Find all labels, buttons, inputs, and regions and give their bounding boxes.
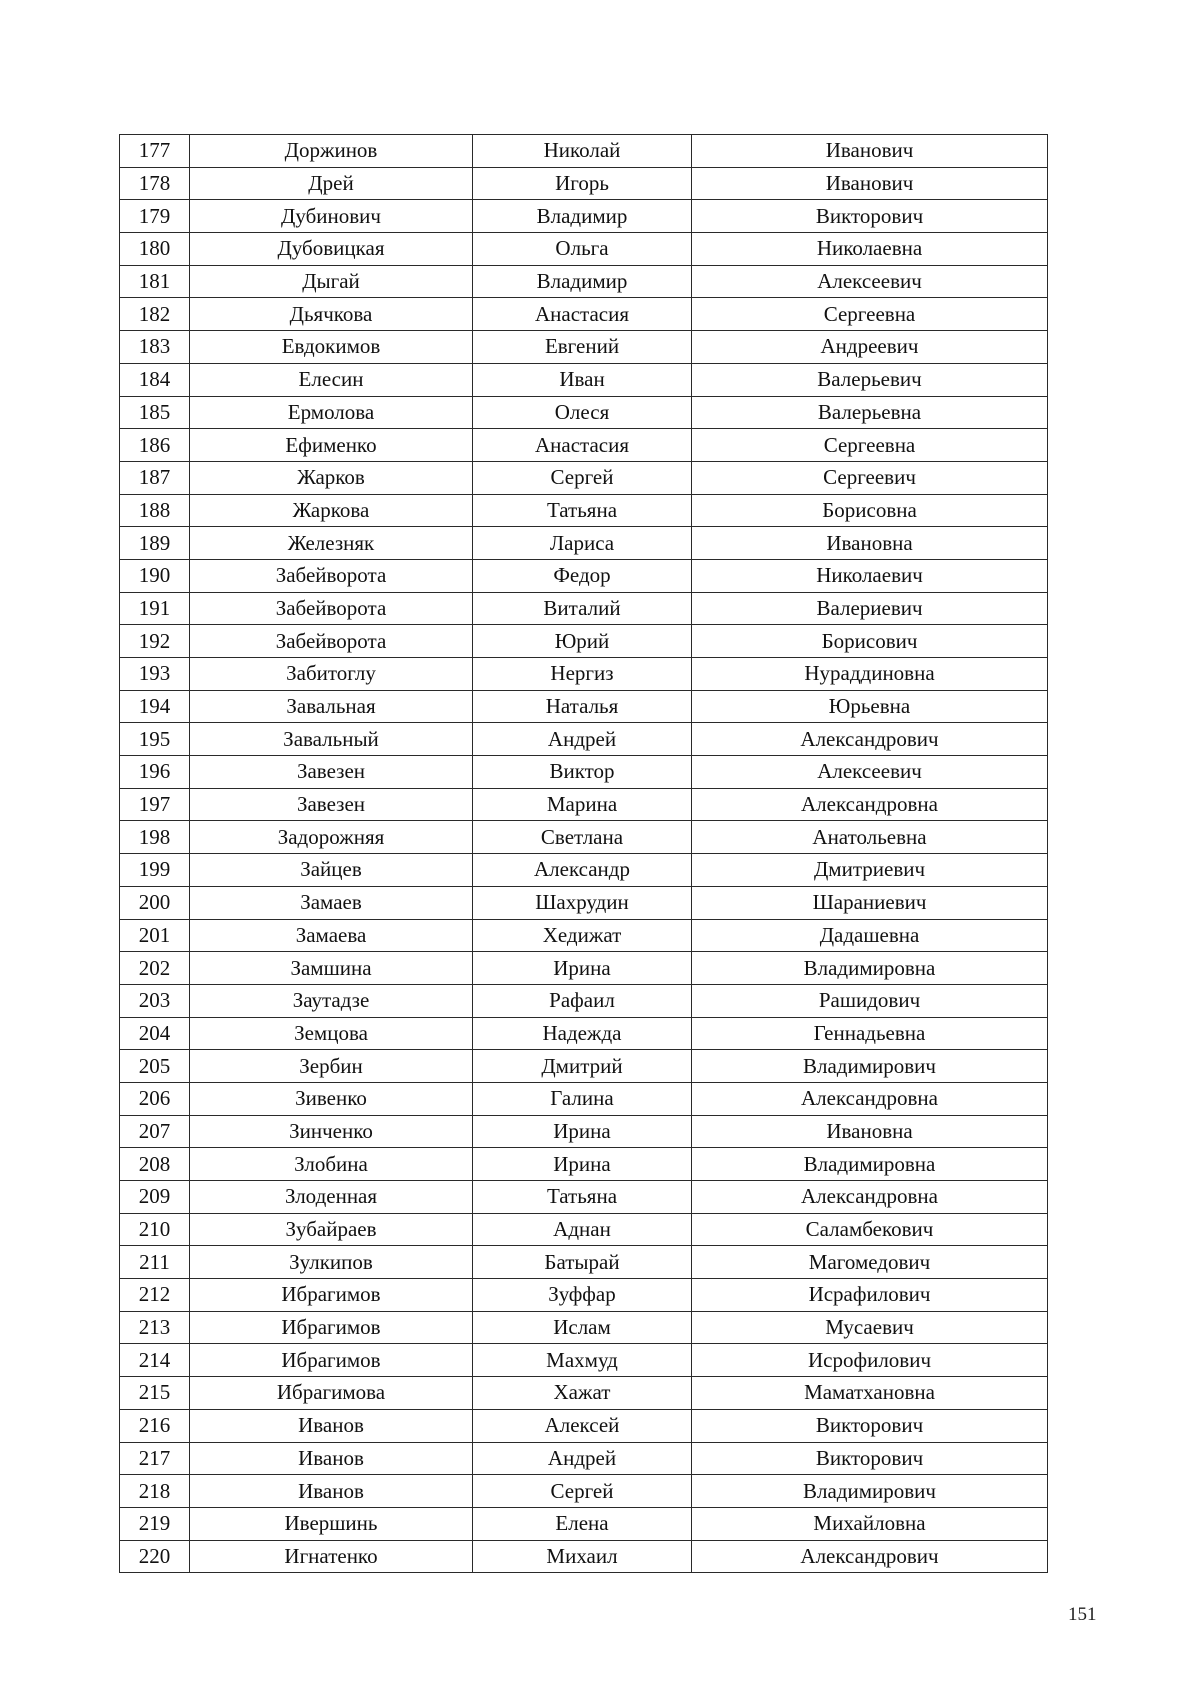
surname-cell: Зивенко: [190, 1082, 473, 1115]
patronymic-cell: Ивановна: [692, 1115, 1048, 1148]
first-name-cell: Татьяна: [473, 1181, 692, 1214]
surname-cell: Забейворота: [190, 559, 473, 592]
patronymic-cell: Иванович: [692, 135, 1048, 168]
row-number: 214: [120, 1344, 190, 1377]
patronymic-cell: Викторович: [692, 1409, 1048, 1442]
first-name-cell: Галина: [473, 1082, 692, 1115]
first-name-cell: Аднан: [473, 1213, 692, 1246]
surname-cell: Жаркова: [190, 494, 473, 527]
row-number: 191: [120, 592, 190, 625]
first-name-cell: Ислам: [473, 1311, 692, 1344]
patronymic-cell: Мусаевич: [692, 1311, 1048, 1344]
first-name-cell: Андрей: [473, 723, 692, 756]
patronymic-cell: Николаевна: [692, 233, 1048, 266]
row-number: 203: [120, 984, 190, 1017]
first-name-cell: Юрий: [473, 625, 692, 658]
surname-cell: Железняк: [190, 527, 473, 560]
row-number: 213: [120, 1311, 190, 1344]
surname-cell: Ибрагимов: [190, 1311, 473, 1344]
table-row: [120, 1017, 1048, 1050]
first-name-cell: Олеся: [473, 396, 692, 429]
row-number: 199: [120, 854, 190, 887]
first-name-cell: Сергей: [473, 461, 692, 494]
table-row: [120, 592, 1048, 625]
first-name-cell: Нергиз: [473, 658, 692, 691]
surname-cell: Иванов: [190, 1475, 473, 1508]
patronymic-cell: Михайловна: [692, 1507, 1048, 1540]
first-name-cell: Виталий: [473, 592, 692, 625]
first-name-cell: Батырай: [473, 1246, 692, 1279]
first-name-cell: Лариса: [473, 527, 692, 560]
patronymic-cell: Валерьевич: [692, 363, 1048, 396]
patronymic-cell: Александровна: [692, 1082, 1048, 1115]
row-number: 204: [120, 1017, 190, 1050]
surname-cell: Завезен: [190, 788, 473, 821]
first-name-cell: Зуффар: [473, 1279, 692, 1312]
row-number: 187: [120, 461, 190, 494]
patronymic-cell: Владимировна: [692, 952, 1048, 985]
table-row: [120, 1442, 1048, 1475]
first-name-cell: Ирина: [473, 1115, 692, 1148]
table-row: [120, 1213, 1048, 1246]
first-name-cell: Шахрудин: [473, 886, 692, 919]
row-number: 210: [120, 1213, 190, 1246]
first-name-cell: Иван: [473, 363, 692, 396]
surname-cell: Ивершинь: [190, 1507, 473, 1540]
first-name-cell: Владимир: [473, 265, 692, 298]
surname-cell: Завезен: [190, 756, 473, 789]
first-name-cell: Виктор: [473, 756, 692, 789]
patronymic-cell: Анатольевна: [692, 821, 1048, 854]
first-name-cell: Ирина: [473, 952, 692, 985]
page-number: 151: [1068, 1604, 1097, 1625]
table-row: [120, 625, 1048, 658]
patronymic-cell: Сергеевна: [692, 298, 1048, 331]
patronymic-cell: Ивановна: [692, 527, 1048, 560]
table-row: [120, 298, 1048, 331]
surname-cell: Замаев: [190, 886, 473, 919]
first-name-cell: Алексей: [473, 1409, 692, 1442]
surname-cell: Зинченко: [190, 1115, 473, 1148]
first-name-cell: Евгений: [473, 331, 692, 364]
patronymic-cell: Магомедович: [692, 1246, 1048, 1279]
table-row: [120, 363, 1048, 396]
first-name-cell: Ольга: [473, 233, 692, 266]
patronymic-cell: Владимирович: [692, 1475, 1048, 1508]
surname-cell: Иванов: [190, 1442, 473, 1475]
patronymic-cell: Валериевич: [692, 592, 1048, 625]
row-number: 208: [120, 1148, 190, 1181]
first-name-cell: Рафаил: [473, 984, 692, 1017]
table-row: [120, 1082, 1048, 1115]
table-row: [120, 788, 1048, 821]
table-row: [120, 396, 1048, 429]
row-number: 196: [120, 756, 190, 789]
surname-cell: Злоденная: [190, 1181, 473, 1214]
patronymic-cell: Алексеевич: [692, 265, 1048, 298]
name-list-body: [120, 135, 1048, 1573]
patronymic-cell: Исрафилович: [692, 1279, 1048, 1312]
table-row: [120, 200, 1048, 233]
surname-cell: Елесин: [190, 363, 473, 396]
patronymic-cell: Борисович: [692, 625, 1048, 658]
surname-cell: Завальная: [190, 690, 473, 723]
first-name-cell: Андрей: [473, 1442, 692, 1475]
table-row: [120, 1246, 1048, 1279]
row-number: 202: [120, 952, 190, 985]
table-row: [120, 658, 1048, 691]
surname-cell: Земцова: [190, 1017, 473, 1050]
surname-cell: Задорожняя: [190, 821, 473, 854]
row-number: 207: [120, 1115, 190, 1148]
table-row: [120, 886, 1048, 919]
row-number: 212: [120, 1279, 190, 1312]
table-row: [120, 233, 1048, 266]
surname-cell: Замаева: [190, 919, 473, 952]
patronymic-cell: Маматхановна: [692, 1377, 1048, 1410]
first-name-cell: Игорь: [473, 167, 692, 200]
row-number: 198: [120, 821, 190, 854]
row-number: 185: [120, 396, 190, 429]
surname-cell: Дубовицкая: [190, 233, 473, 266]
surname-cell: Зайцев: [190, 854, 473, 887]
first-name-cell: Марина: [473, 788, 692, 821]
surname-cell: Зулкипов: [190, 1246, 473, 1279]
row-number: 184: [120, 363, 190, 396]
first-name-cell: Владимир: [473, 200, 692, 233]
patronymic-cell: Викторович: [692, 200, 1048, 233]
patronymic-cell: Борисовна: [692, 494, 1048, 527]
patronymic-cell: Иванович: [692, 167, 1048, 200]
surname-cell: Ибрагимов: [190, 1279, 473, 1312]
table-row: [120, 1148, 1048, 1181]
patronymic-cell: Владимирович: [692, 1050, 1048, 1083]
table-row: [120, 1050, 1048, 1083]
surname-cell: Забейворота: [190, 625, 473, 658]
patronymic-cell: Сергеевна: [692, 429, 1048, 462]
row-number: 192: [120, 625, 190, 658]
surname-cell: Дубинович: [190, 200, 473, 233]
row-number: 179: [120, 200, 190, 233]
surname-cell: Ефименко: [190, 429, 473, 462]
row-number: 183: [120, 331, 190, 364]
patronymic-cell: Исрофилович: [692, 1344, 1048, 1377]
patronymic-cell: Саламбекович: [692, 1213, 1048, 1246]
row-number: 209: [120, 1181, 190, 1214]
patronymic-cell: Андреевич: [692, 331, 1048, 364]
first-name-cell: Хедижат: [473, 919, 692, 952]
patronymic-cell: Дадашевна: [692, 919, 1048, 952]
table-row: [120, 265, 1048, 298]
row-number: 194: [120, 690, 190, 723]
row-number: 215: [120, 1377, 190, 1410]
row-number: 182: [120, 298, 190, 331]
table-row: [120, 756, 1048, 789]
row-number: 189: [120, 527, 190, 560]
patronymic-cell: Александровна: [692, 788, 1048, 821]
surname-cell: Дрей: [190, 167, 473, 200]
row-number: 216: [120, 1409, 190, 1442]
patronymic-cell: Александровна: [692, 1181, 1048, 1214]
table-row: [120, 690, 1048, 723]
first-name-cell: Николай: [473, 135, 692, 168]
table-row: [120, 331, 1048, 364]
table-row: [120, 1311, 1048, 1344]
row-number: 197: [120, 788, 190, 821]
first-name-cell: Елена: [473, 1507, 692, 1540]
row-number: 206: [120, 1082, 190, 1115]
table-row: [120, 1409, 1048, 1442]
patronymic-cell: Юрьевна: [692, 690, 1048, 723]
first-name-cell: Ирина: [473, 1148, 692, 1181]
table-row: [120, 1115, 1048, 1148]
table-row: [120, 1344, 1048, 1377]
first-name-cell: Надежда: [473, 1017, 692, 1050]
patronymic-cell: Николаевич: [692, 559, 1048, 592]
row-number: 218: [120, 1475, 190, 1508]
table-row: [120, 167, 1048, 200]
surname-cell: Зубайраев: [190, 1213, 473, 1246]
table-row: [120, 821, 1048, 854]
first-name-cell: Анастасия: [473, 429, 692, 462]
table-row: [120, 919, 1048, 952]
row-number: 190: [120, 559, 190, 592]
row-number: 200: [120, 886, 190, 919]
patronymic-cell: Алексеевич: [692, 756, 1048, 789]
patronymic-cell: Александрович: [692, 1540, 1048, 1573]
first-name-cell: Дмитрий: [473, 1050, 692, 1083]
surname-cell: Заутадзе: [190, 984, 473, 1017]
patronymic-cell: Рашидович: [692, 984, 1048, 1017]
patronymic-cell: Нураддиновна: [692, 658, 1048, 691]
table-row: [120, 135, 1048, 168]
surname-cell: Ибрагимова: [190, 1377, 473, 1410]
first-name-cell: Светлана: [473, 821, 692, 854]
patronymic-cell: Александрович: [692, 723, 1048, 756]
surname-cell: Злобина: [190, 1148, 473, 1181]
row-number: 219: [120, 1507, 190, 1540]
name-list-table: [119, 134, 1048, 1573]
row-number: 178: [120, 167, 190, 200]
row-number: 211: [120, 1246, 190, 1279]
patronymic-cell: Дмитриевич: [692, 854, 1048, 887]
surname-cell: Зербин: [190, 1050, 473, 1083]
surname-cell: Иванов: [190, 1409, 473, 1442]
table-row: [120, 494, 1048, 527]
patronymic-cell: Шараниевич: [692, 886, 1048, 919]
first-name-cell: Михаил: [473, 1540, 692, 1573]
surname-cell: Дыгай: [190, 265, 473, 298]
surname-cell: Жарков: [190, 461, 473, 494]
surname-cell: Доржинов: [190, 135, 473, 168]
table-row: [120, 723, 1048, 756]
patronymic-cell: Валерьевна: [692, 396, 1048, 429]
table-row: [120, 1279, 1048, 1312]
table-row: [120, 527, 1048, 560]
row-number: 217: [120, 1442, 190, 1475]
table-row: [120, 1475, 1048, 1508]
patronymic-cell: Геннадьевна: [692, 1017, 1048, 1050]
surname-cell: Ермолова: [190, 396, 473, 429]
surname-cell: Евдокимов: [190, 331, 473, 364]
first-name-cell: Анастасия: [473, 298, 692, 331]
row-number: 181: [120, 265, 190, 298]
surname-cell: Дьячкова: [190, 298, 473, 331]
first-name-cell: Махмуд: [473, 1344, 692, 1377]
surname-cell: Забейворота: [190, 592, 473, 625]
row-number: 177: [120, 135, 190, 168]
table-row: [120, 559, 1048, 592]
first-name-cell: Татьяна: [473, 494, 692, 527]
surname-cell: Замшина: [190, 952, 473, 985]
row-number: 195: [120, 723, 190, 756]
row-number: 205: [120, 1050, 190, 1083]
row-number: 220: [120, 1540, 190, 1573]
row-number: 186: [120, 429, 190, 462]
table-row: [120, 1540, 1048, 1573]
patronymic-cell: Сергеевич: [692, 461, 1048, 494]
surname-cell: Ибрагимов: [190, 1344, 473, 1377]
patronymic-cell: Владимировна: [692, 1148, 1048, 1181]
surname-cell: Завальный: [190, 723, 473, 756]
surname-cell: Игнатенко: [190, 1540, 473, 1573]
first-name-cell: Александр: [473, 854, 692, 887]
table-row: [120, 461, 1048, 494]
row-number: 201: [120, 919, 190, 952]
row-number: 180: [120, 233, 190, 266]
row-number: 188: [120, 494, 190, 527]
first-name-cell: Хажат: [473, 1377, 692, 1410]
first-name-cell: Сергей: [473, 1475, 692, 1508]
surname-cell: Забитоглу: [190, 658, 473, 691]
table-row: [120, 952, 1048, 985]
table-row: [120, 854, 1048, 887]
table-row: [120, 1507, 1048, 1540]
table-row: [120, 1181, 1048, 1214]
patronymic-cell: Викторович: [692, 1442, 1048, 1475]
first-name-cell: Федор: [473, 559, 692, 592]
first-name-cell: Наталья: [473, 690, 692, 723]
table-row: [120, 984, 1048, 1017]
table-row: [120, 1377, 1048, 1410]
table-row: [120, 429, 1048, 462]
row-number: 193: [120, 658, 190, 691]
